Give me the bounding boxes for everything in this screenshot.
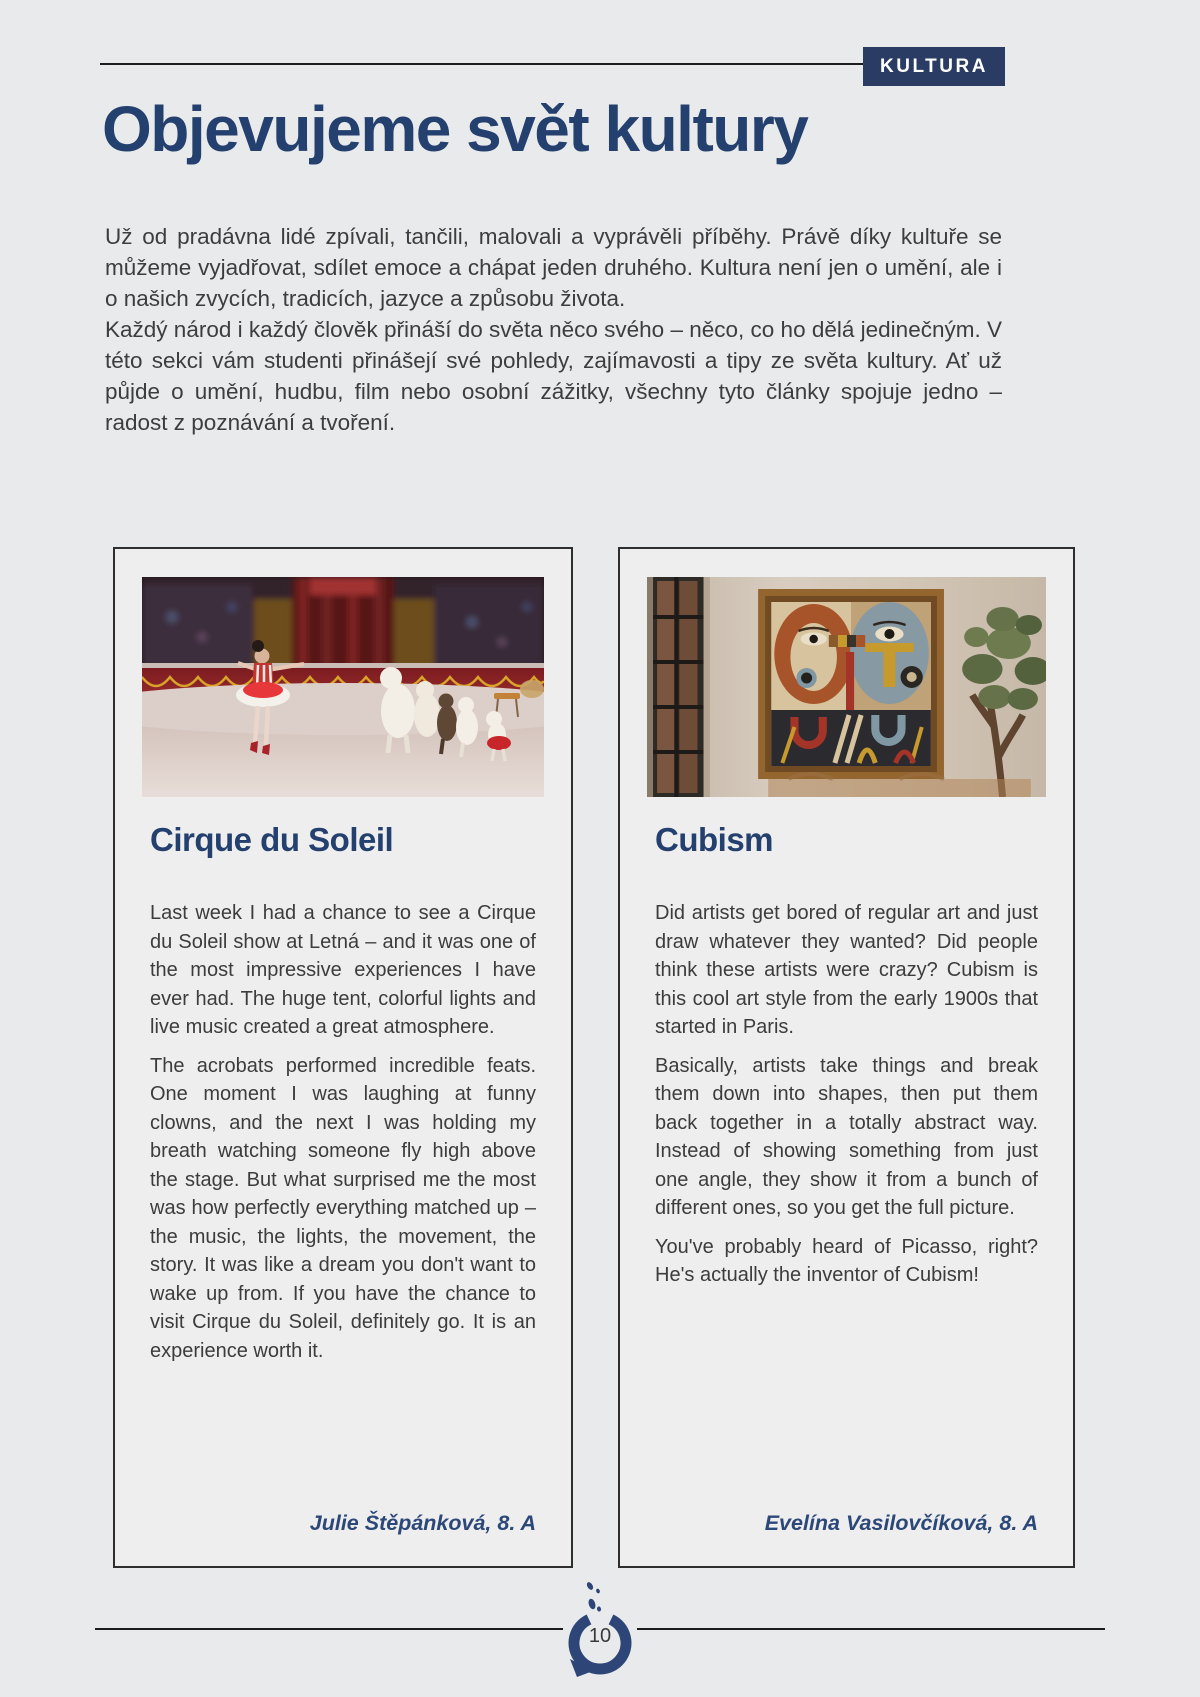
- article-paragraph: Basically, artists take things and break them down into shapes, then put them back together in a totally abstract way. Instead of showing something from just one angle, they show it from a bunch of different ones, so you get the full picture.: [655, 1054, 1038, 1219]
- article-author-cubism: Evelína Vasilovčíková, 8. A: [764, 1511, 1038, 1535]
- cubist-painting-photo: [647, 577, 1046, 797]
- article-paragraph: You've probably heard of Picasso, right? He's actually the inventor of Cubism!: [655, 1235, 1038, 1286]
- article-paragraph: Last week I had a chance to see a Cirque du Soleil show at Letná – and it was one of the most impressive experiences I have ever had. The huge tent, colorful lights and live music created a great atmosphere.: [150, 902, 536, 1038]
- intro-paragraph-2: Každý národ i každý člověk přináší do světa něco svého – něco, co ho dělá jedinečným. V této sekci vám studenti přinášejí své pohledy, zajímavosti a tipy ze světa kultury. Ať už půjde o umění, hudbu, film nebo osobní zážitky, všechny tyto články spojuje jedno – radost z poznávání a tvoření.: [105, 317, 1002, 435]
- section-badge: KULTURA: [863, 47, 1005, 86]
- article-title-cubism: Cubism: [655, 821, 774, 858]
- article-title-cirque: Cirque du Soleil: [150, 821, 394, 858]
- article-card-cubism: [618, 547, 1075, 1568]
- article-card-cirque: [113, 547, 573, 1568]
- article-paragraph: The acrobats performed incredible feats. One moment I was laughing at funny clowns, and the next I was holding my breath watching someone fly high above the stage. But what surprised me the most was how perfectly everything matched up – the music, the lights, the movement, the story. It was like a dream you don't want to wake up from. If you have the chance to visit Cirque du Soleil, definitely go. It is an experience worth it.: [150, 1054, 536, 1362]
- article-paragraph: Did artists get bored of regular art and just draw whatever they wanted? Did people think these artists were crazy? Cubism is this cool art style from the early 1900s that started in Paris.: [655, 902, 1038, 1038]
- footer-rule-right: [637, 1628, 1105, 1630]
- footer-rule-left: [95, 1628, 563, 1630]
- header-rule: [100, 63, 863, 65]
- window: [647, 577, 710, 797]
- article-body-cubism: [655, 899, 1038, 1290]
- intro-text: [105, 221, 1002, 438]
- painting: [758, 589, 944, 779]
- article-body-cirque: [150, 899, 536, 1365]
- page-title: Objevujeme svět kultury: [102, 93, 808, 165]
- intro-paragraph-1: Už od pradávna lidé zpívali, tančili, malovali a vyprávěli příběhy. Právě díky kultuře se můžeme vyjadřovat, sdílet emoce a chápat jeden druhého. Kultura není jen o umění, ale i o našich zvycích, tradicích, jazyce a způsobu života.: [105, 224, 1002, 311]
- article-author-cirque: Julie Štěpánková, 8. A: [309, 1511, 536, 1535]
- page-number: 10: [588, 1625, 612, 1647]
- footprint-marks: [586, 1581, 602, 1612]
- circus-performance-photo: [142, 577, 544, 797]
